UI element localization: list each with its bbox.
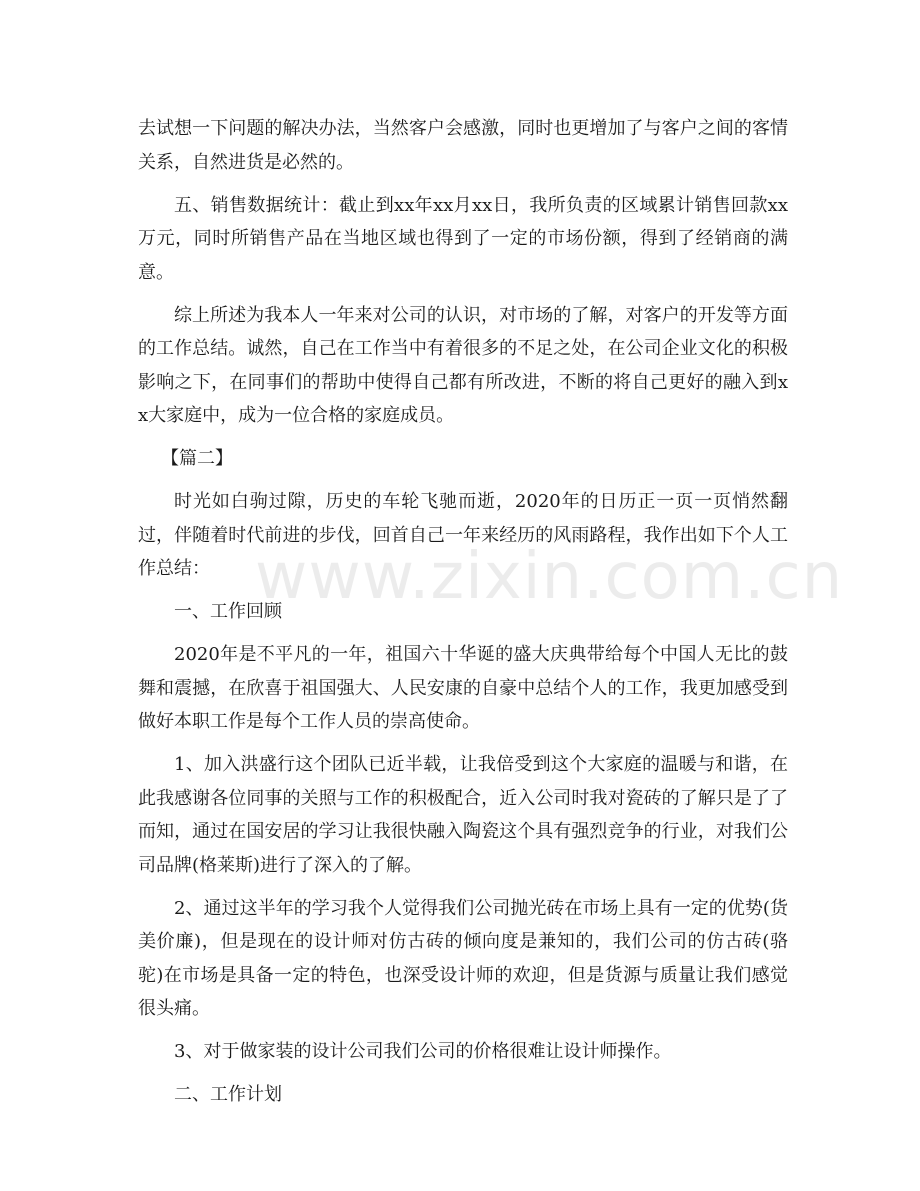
document-body	[138, 112, 788, 1121]
paragraph-item-2: 2、通过这半年的学习我个人觉得我们公司抛光砖在市场上具有一定的优势(货美价廉)，但是现在的设计师对仿古砖的倾向度是兼知的，我们公司的仿古砖(骆驼)在市场是具备一定的特色，也深受设计师的欢迎，但是货源与质量让我们感觉很头痛。	[138, 897, 788, 1019]
paragraph-continuation: 去试想一下问题的解决办法，当然客户会感激，同时也更增加了与客户之间的客情关系，自然进货是必然的。	[138, 118, 788, 173]
paragraph-item-1: 1、加入洪盛行这个团队已近半载，让我倍受到这个大家庭的温暖与和谐，在此我感谢各位同事的关照与工作的积极配合，近入公司时我对瓷砖的了解只是了了而知，通过在国安居的学习让我很快融入陶瓷这个具有强烈竞争的行业，对我们公司品牌(格莱斯)进行了深入的了解。	[138, 754, 788, 876]
heading-work-plan: 二、工作计划	[174, 1084, 282, 1105]
paragraph-sales-data: 五、销售数据统计：截止到xx年xx月xx日，我所负责的区域累计销售回款xx万元，同时所销售产品在当地区域也得到了一定的市场份额，得到了经销商的满意。	[138, 194, 788, 283]
paragraph-item-3: 3、对于做家装的设计公司我们公司的价格很难让设计师操作。	[174, 1041, 672, 1062]
watermark-text: www.zixin.com.cn	[255, 540, 844, 614]
paragraph-year-review: 2020年是不平凡的一年，祖国六十华诞的盛大庆典带给每个中国人无比的鼓舞和震撼，在欣喜于祖国强大、人民安康的自豪中总结个人的工作，我更加感受到做好本职工作是每个工作人员的崇高使命。	[138, 644, 788, 732]
heading-work-review: 一、工作回顾	[174, 601, 282, 622]
paragraph-summary: 综上所述为我本人一年来对公司的认识，对市场的了解，对客户的开发等方面的工作总结。诚然，自己在工作当中有着很多的不足之处，在公司企业文化的积极影响之下，在同事们的帮助中使得自己都有所改进，不断的将自己更好的融入到xx大家庭中，成为一位合格的家庭成员。	[138, 304, 788, 426]
section-heading-part-two: 【篇二】	[161, 448, 233, 469]
paragraph-intro: 时光如白驹过隙，历史的车轮飞驰而逝，2020年的日历正一页一页悄然翻过，伴随着时代前进的步伐，回首自己一年来经历的风雨路程，我作出如下个人工作总结：	[138, 491, 788, 579]
